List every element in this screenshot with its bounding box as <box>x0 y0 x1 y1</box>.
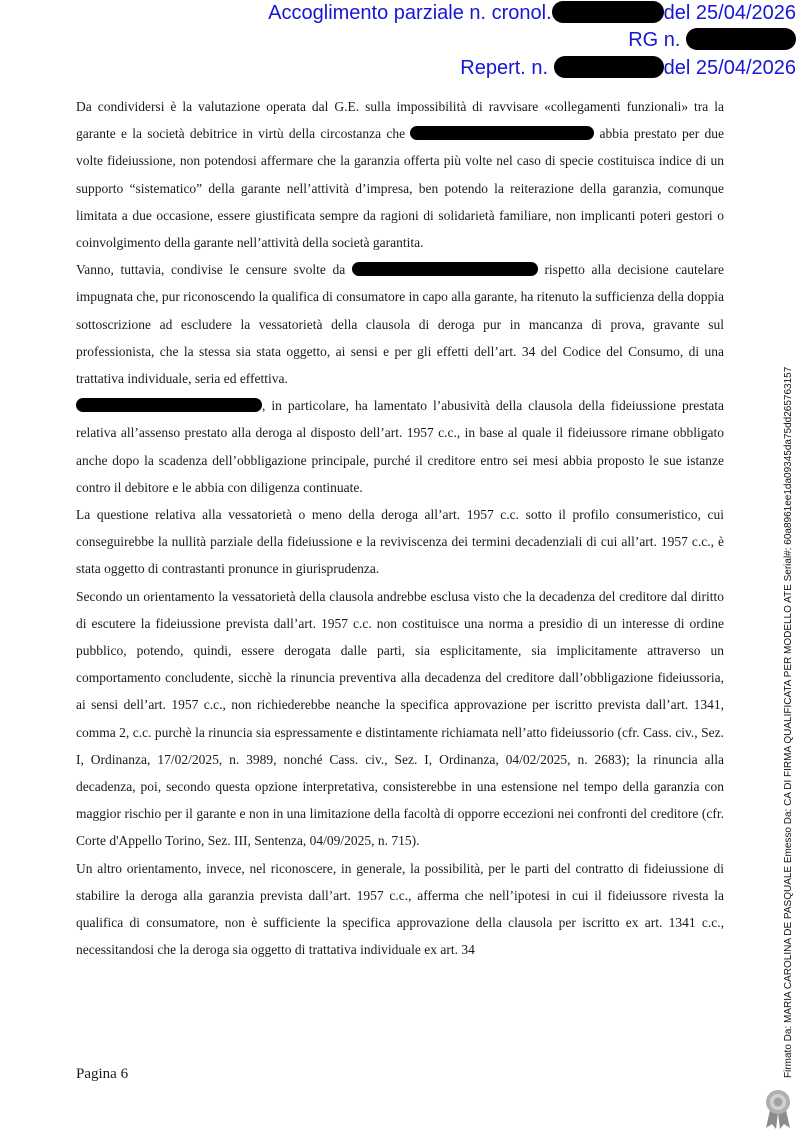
paragraph-1-text-b: abbia prestato per due volte fideiussione, non potendosi affermare che la garanzia offerta più volte nel caso di specie costituisca indice di un supporto “sistematico” della garante nell’attività d’impresa, ben potendo la reiterazione della garanzia, comunque limitata a due occasione, essere giustificata sempre da ragioni di solidarietà familiare, non implicanti poteri gestori o coinvolgimento della garante nell’attività della società garantita. <box>76 126 724 251</box>
paragraph-3 <box>76 392 724 501</box>
header-repert-label: Repert. n. <box>460 57 549 79</box>
paragraph-2 <box>76 256 724 392</box>
digital-signature-line: Firmato Da: MARIA CAROLINA DE PASQUALE Emesso Da: CA DI FIRMA QUALIFICATA PER MODELLO ATE Serial#: 60a8961ee1da09345da75dd265763157 <box>783 366 794 1078</box>
paragraph-2-text-b: rispetto alla decisione cautelare impugnata che, pur riconoscendo la qualifica di consumatore in capo alla garante, ha ritenuto la sufficienza della doppia sottoscrizione ad escludere la vessatorietà della clausola di deroga pur in mancanza di prova, gravante sul professionista, che la stessa sia stata oggetto, ai sensi e per gli effetti dell’art. 34 del Codice del Consumo, di una trattativa individuale, seria ed effettiva. <box>76 262 724 387</box>
paragraph-1 <box>76 93 724 256</box>
redaction-name <box>76 398 262 412</box>
redaction-rg-number <box>686 28 796 50</box>
redaction-cronol-number <box>552 1 664 23</box>
ribbon-seal-icon <box>758 1088 798 1130</box>
paragraph-5: Secondo un orientamento la vessatorietà della clausola andrebbe esclusa visto che la decadenza del creditore dal diritto di escutere la fideiussione prevista dall’art. 1957 c.c. non costituisce una norma a presidio di un interesse di ordine pubblico, potendo, quindi, essere derogata dalle parti, sia esplicitamente, sia implicitamente attraverso un comportamento concludente, sicchè la rinuncia preventiva alla decadenza del creditore dall’obbligazione fideiussoria, ai sensi dell’art. 1957 c.c., non richiederebbe neanche la specifica approvazione per iscritto prevista dall’art. 1341, comma 2, c.c. purchè la rinuncia sia espressamente e distintamente richiamata nell’atto fideiussorio (cfr. Cass. civ., Sez. I, Ordinanza, 17/02/2025, n. 3989, nonché Cass. civ., Sez. I, Ordinanza, 04/02/2025, n. 2683); la rinuncia alla decadenza, poi, secondo questa opzione interpretativa, consisterebbe in una estensione nel tempo della garanzia con maggior rischio per il garante e non in una limitazione della facoltà di opporre eccezioni nei confronti del creditore (cfr. Corte d'Appello Torino, Sez. III, Sentenza, 04/09/2025, n. 715). <box>76 588 724 849</box>
header-line-cronol <box>268 0 796 26</box>
page-number: Pagina 6 <box>76 1066 129 1082</box>
redaction-repert-number <box>554 56 664 78</box>
paragraph-1-text-a: Da condividersi è la valutazione operata dal G.E. sulla impossibilità di ravvisare «collegamenti funzionali» tra la garante e la società debitrice in virtù della circostanza che <box>76 99 724 142</box>
header-cronol-label: Accoglimento parziale n. cronol. <box>268 2 552 24</box>
redaction-name <box>410 126 594 140</box>
paragraph-2-text-a: Vanno, tuttavia, condivise le censure svolte da <box>76 262 352 278</box>
redaction-name <box>352 262 538 276</box>
header-rg-label: RG n. <box>628 29 681 51</box>
paragraph-3-text: , in particolare, ha lamentato l’abusività della clausola della fideiussione prestata relativa all’assenso prestato alla deroga al disposto dell’art. 1957 c.c., in base al quale il fideiussore rimane obbligato anche dopo la scadenza dell’obbligazione principale, purché il creditore entro sei mesi abbia proposto le sue istanze contro il debitore e le abbia con diligenza continuate. <box>76 398 724 495</box>
header-cronol-date: del 25/04/2026 <box>663 2 796 24</box>
header-line-repert <box>460 55 796 81</box>
header-line-rg <box>628 27 796 53</box>
document-body <box>76 93 724 964</box>
header-repert-date: del 25/04/2026 <box>663 57 796 79</box>
paragraph-4: La questione relativa alla vessatorietà o meno della deroga all’art. 1957 c.c. sotto il profilo consumeristico, cui conseguirebbe la nullità parziale della fideiussione e la reviviscenza dei termini decadenziali di cui all’art. 1957 c.c., è stata oggetto di contrastanti pronunce in giurisprudenza. <box>76 507 724 577</box>
paragraph-6: Un altro orientamento, invece, nel riconoscere, in generale, la possibilità, per le parti del contratto di fideiussione di stabilire la deroga alla garanzia prevista dall’art. 1957 c.c., afferma che nell’ipotesi in cui il fideiussore rivesta la qualifica di consumatore, non è sufficiente la specifica approvazione della clausola per iscritto ex art. 1341 c.c., necessitandosi che la deroga sia oggetto di trattativa individuale ex art. 34 <box>76 860 724 958</box>
